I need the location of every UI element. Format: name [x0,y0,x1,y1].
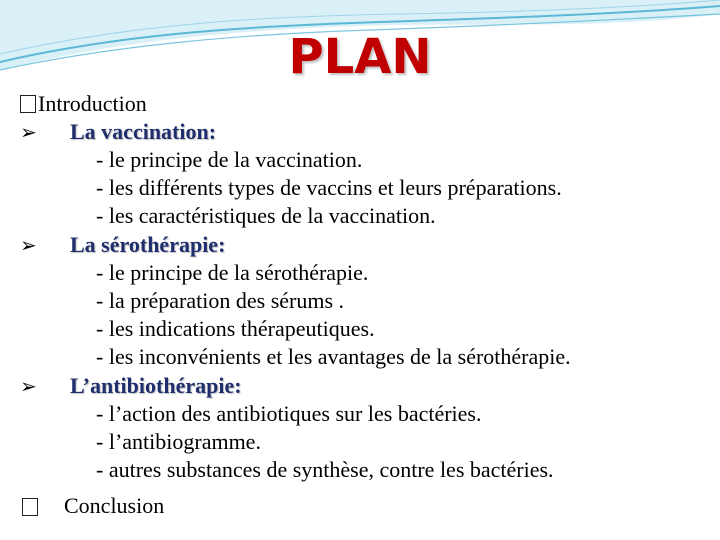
item-conclusion: Conclusion [64,493,165,518]
box-bullet-icon [20,95,36,113]
list-item: - autres substances de synthèse, contre les bactéries. [96,457,554,482]
section-heading-serotherapie: La sérothérapie: [70,232,226,257]
list-item: - la préparation des sérums . [96,288,345,313]
arrow-bullet-icon: ➢ [20,120,37,144]
page-title: PLAN [288,29,432,85]
arrow-bullet-icon: ➢ [20,374,37,398]
list-item: - le principe de la vaccination. [96,147,363,172]
list-item: - les différents types de vaccins et leurs préparations. [96,175,562,200]
list-item: - les caractéristiques de la vaccination. [96,203,436,228]
list-item: - l’antibiogramme. [96,429,261,454]
section-heading-antibiotherapie: L’antibiothérapie: [70,373,242,398]
item-introduction: Introduction [38,91,147,116]
box-bullet-icon [22,498,38,516]
list-item: - le principe de la sérothérapie. [96,260,369,285]
list-item: - les indications thérapeutiques. [96,316,375,341]
list-item: - l’action des antibiotiques sur les bactéries. [96,401,482,426]
list-item: - les inconvénients et les avantages de la sérothérapie. [96,344,571,369]
arrow-bullet-icon: ➢ [20,233,37,257]
section-heading-vaccination: La vaccination: [70,119,217,144]
